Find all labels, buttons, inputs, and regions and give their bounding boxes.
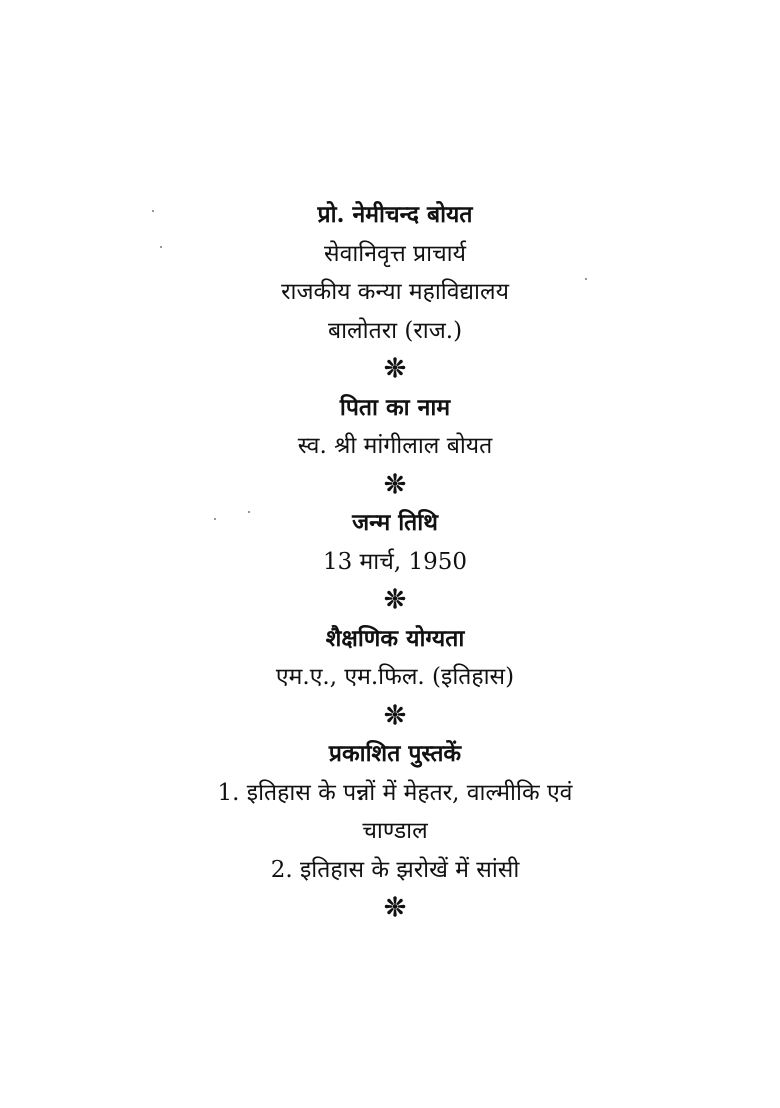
publication-item: 2. इतिहास के झरोखें में सांसी <box>270 856 520 883</box>
education-heading: शैक्षणिक योग्यता <box>325 624 465 652</box>
education-value: एम.ए., एम.फिल. (इतिहास) <box>275 664 515 690</box>
separator-icon: ❊ <box>384 354 406 384</box>
author-place: बालोतरा (राज.) <box>327 317 463 344</box>
separator-icon: ❊ <box>384 893 406 923</box>
author-designation: सेवानिवृत्त प्राचार्य <box>324 240 466 267</box>
separator-icon: ❊ <box>384 585 406 615</box>
author-institution: राजकीय कन्या महाविद्यालय <box>281 279 509 305</box>
birth-heading: जन्म तिथि <box>352 509 438 536</box>
separator-icon: ❊ <box>384 469 406 500</box>
publications-heading: प्रकाशित पुस्तकें <box>328 740 462 767</box>
separator-icon: ❊ <box>384 700 406 731</box>
father-value: स्व. श्री मांगीलाल बोयत <box>297 433 493 459</box>
publication-item: 1. इतिहास के पन्नों में मेहतर, वाल्मीकि एवं <box>217 779 573 806</box>
author-name: प्रो. नेमीचन्द बोयत <box>317 201 473 228</box>
publication-item: चाण्डाल <box>362 818 428 844</box>
author-bio <box>150 196 640 928</box>
father-heading: पिता का नाम <box>339 393 451 421</box>
birth-value: 13 मार्च, 1950 <box>322 548 468 575</box>
